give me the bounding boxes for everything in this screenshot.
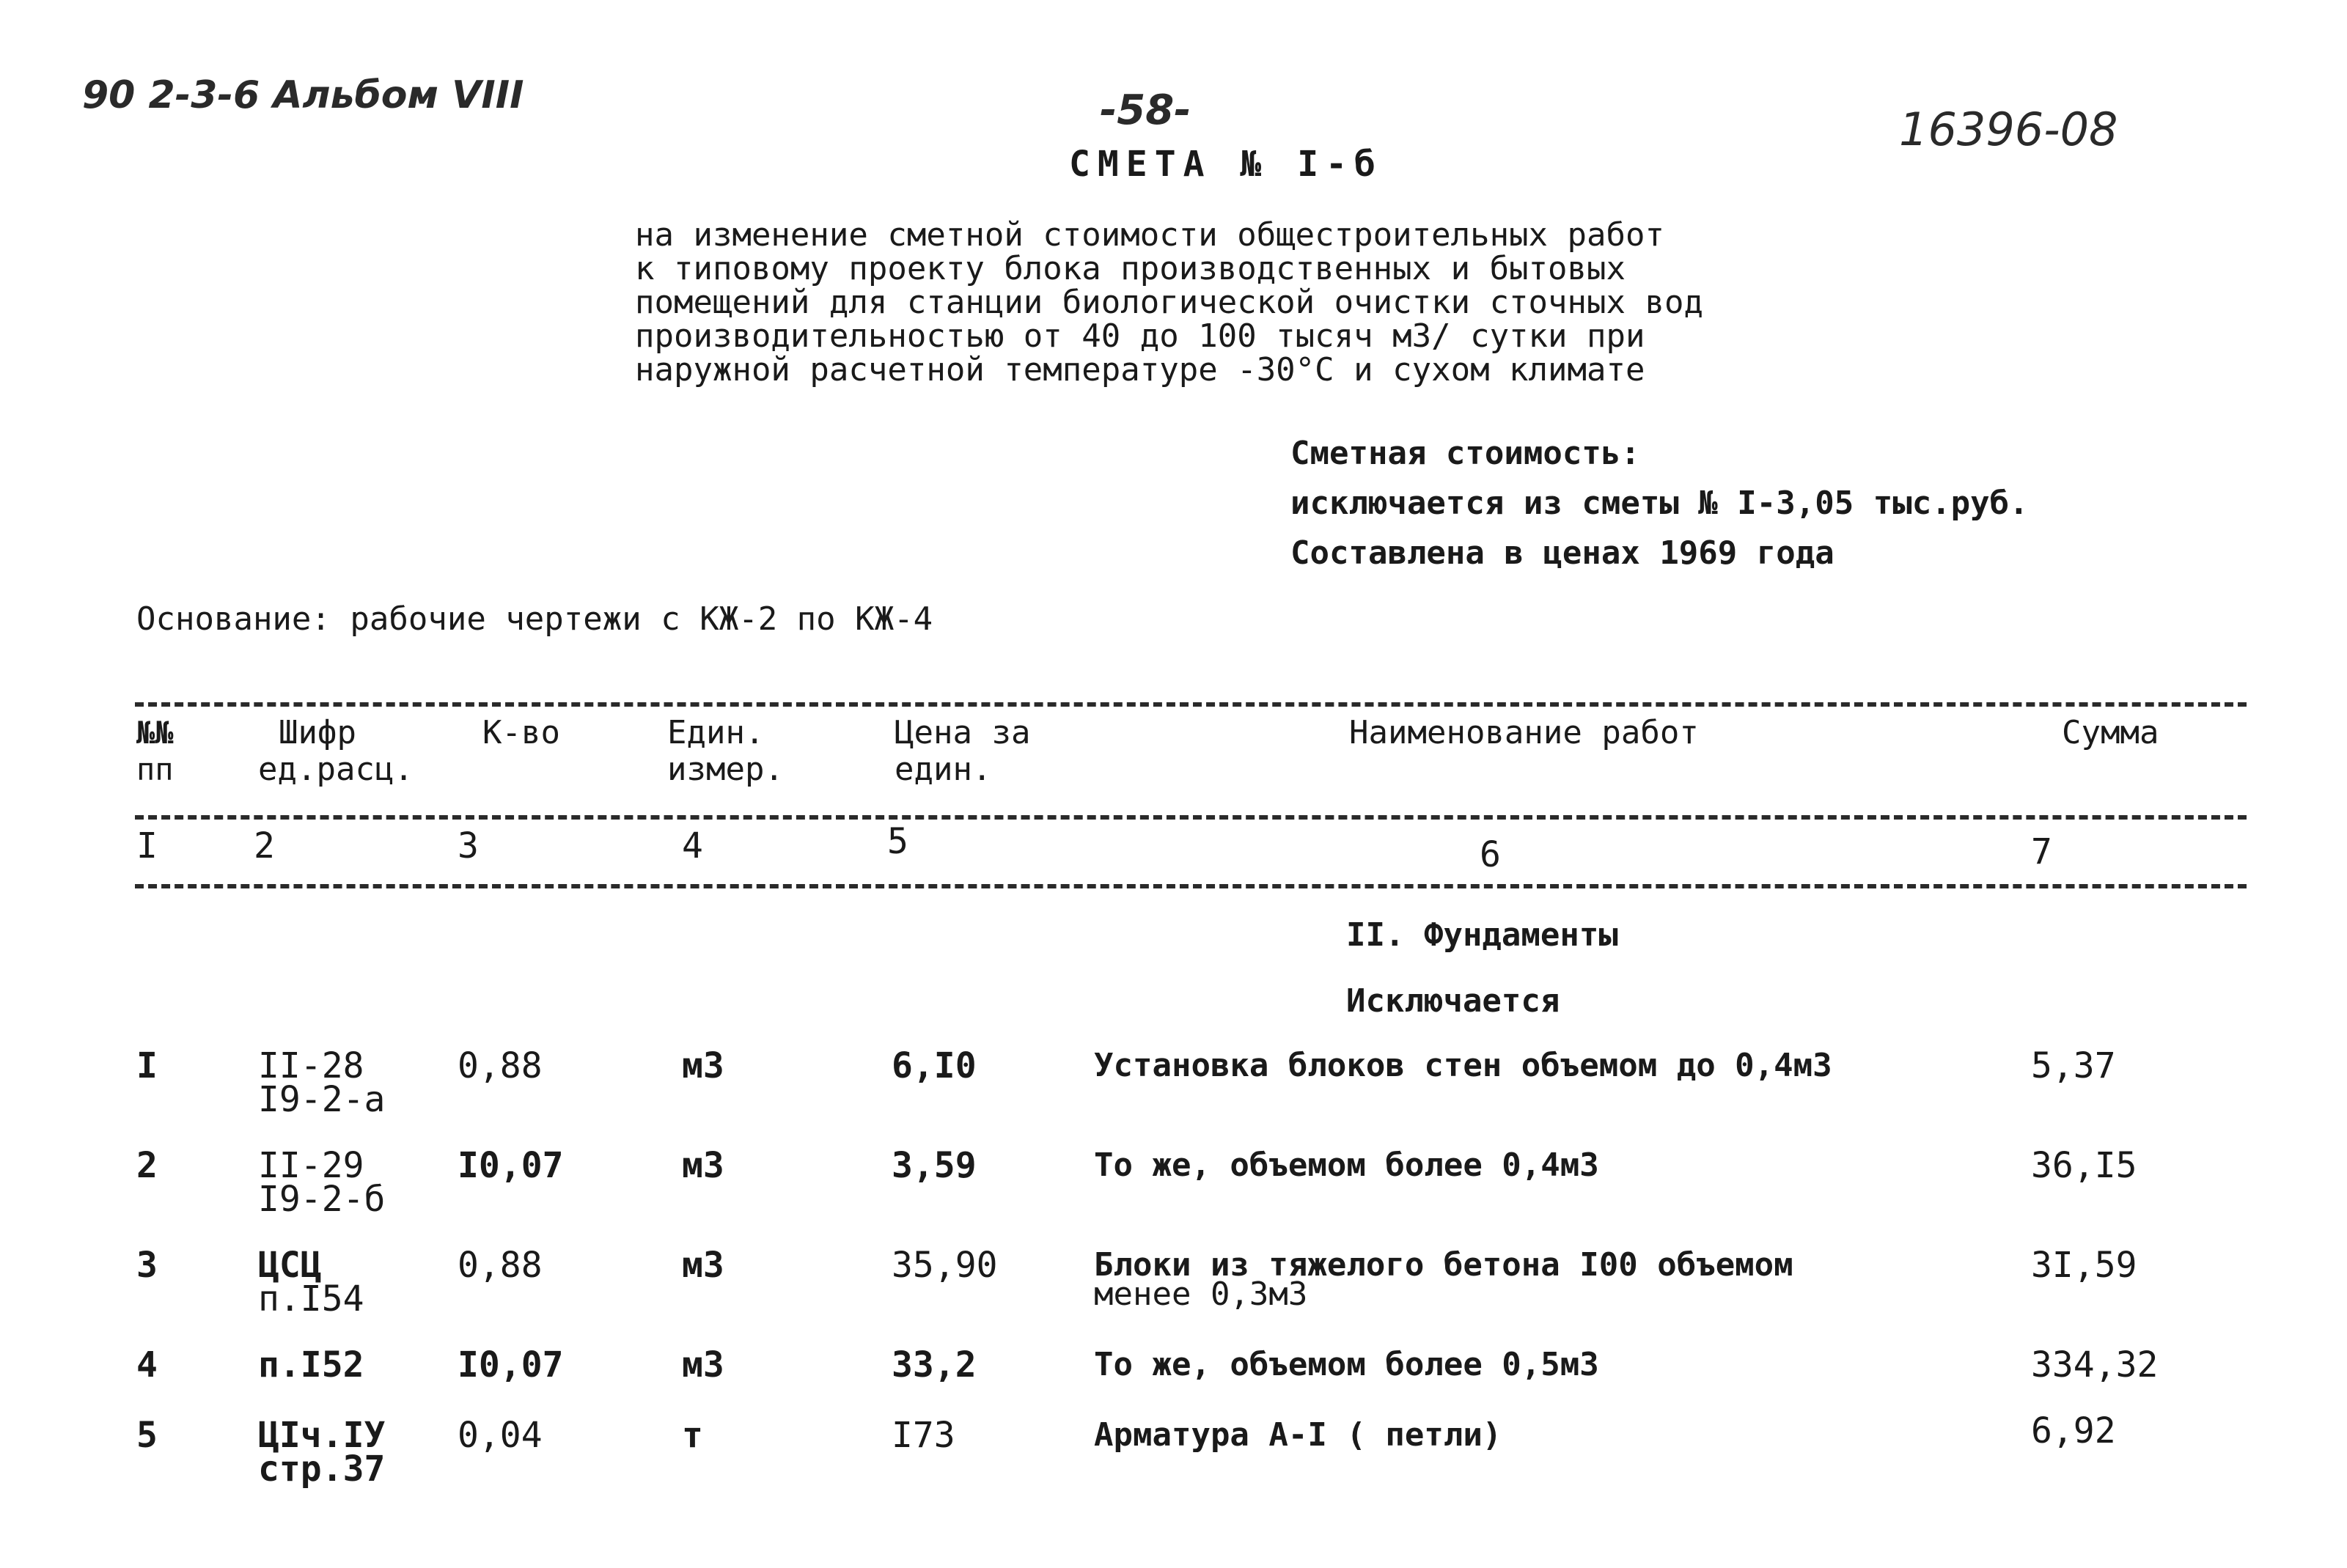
row-code: п.I54 — [258, 1278, 364, 1319]
row-price: 33,2 — [892, 1344, 977, 1385]
row-number: I — [136, 1045, 158, 1086]
row-sum: 6,92 — [2031, 1410, 2116, 1451]
column-number: 3 — [458, 825, 479, 866]
column-number: 4 — [682, 825, 703, 866]
table-rule-top — [135, 702, 2247, 707]
subtitle-line: к типовому проекту блока производственных и бытовых — [635, 250, 1626, 287]
page-number: -58- — [1100, 87, 1191, 134]
header-qty: К-во — [482, 714, 560, 751]
cost-label: Сметная стоимость: — [1290, 435, 1640, 472]
row-quantity: I0,07 — [458, 1344, 564, 1385]
table-row — [0, 1045, 2347, 1136]
album-reference: 90 2-3-6 Альбом VIII — [82, 73, 524, 117]
row-code: ЦСЦ — [258, 1245, 322, 1286]
row-number: 4 — [136, 1344, 158, 1385]
row-work-name: То же, объемом более 0,4м3 — [1094, 1146, 1599, 1184]
table-rule-mid — [135, 815, 2247, 820]
row-number: 2 — [136, 1145, 158, 1186]
row-price: 6,I0 — [892, 1045, 977, 1086]
cost-excluded: исключается из сметы № I-3,05 тыс.руб. — [1290, 485, 2029, 522]
table-row — [0, 1145, 2347, 1236]
row-unit: т — [682, 1415, 703, 1456]
header-work-name: Наименование работ — [1349, 714, 1699, 751]
row-code: I9-2-б — [258, 1179, 386, 1220]
row-code: II-28 — [258, 1045, 364, 1086]
subtitle-line: производительностью от 40 до 100 тысяч м3/ сутки при — [635, 317, 1645, 355]
row-number: 3 — [136, 1245, 158, 1286]
row-quantity: 0,04 — [458, 1415, 543, 1456]
subtitle-line: наружной расчетной температуре -30°С и сухом климате — [635, 351, 1645, 389]
basis-line: Основание: рабочие чертежи с КЖ-2 по КЖ-4 — [136, 600, 933, 638]
column-number: I — [136, 825, 158, 866]
document-title: СМЕТА № I-б — [1069, 144, 1383, 185]
header-price: Цена за — [895, 714, 1031, 751]
row-unit: м3 — [682, 1045, 724, 1086]
row-sum: 36,I5 — [2031, 1145, 2137, 1186]
row-unit: м3 — [682, 1344, 724, 1385]
column-number: 6 — [1480, 834, 1501, 875]
row-work-name: менее 0,3м3 — [1094, 1276, 1308, 1313]
row-sum: 5,37 — [2031, 1045, 2116, 1086]
row-sum: 3I,59 — [2031, 1245, 2137, 1286]
document-number: 16396-08 — [1899, 103, 2118, 156]
row-code: п.I52 — [258, 1344, 364, 1385]
row-quantity: 0,88 — [458, 1245, 543, 1286]
row-price: 35,90 — [892, 1245, 998, 1286]
row-work-name: Установка блоков стен объемом до 0,4м3 — [1094, 1047, 1832, 1084]
header-num: №№ — [136, 715, 174, 751]
column-number: 7 — [2031, 831, 2052, 872]
table-rule-bottom — [135, 884, 2247, 888]
cost-prices-year: Составлена в ценах 1969 года — [1290, 534, 1834, 572]
header-code: Шифр — [279, 714, 356, 751]
row-price: I73 — [892, 1415, 955, 1456]
row-code: II-29 — [258, 1145, 364, 1186]
section-subtitle: Исключается — [1346, 982, 1560, 1020]
row-sum: 334,32 — [2031, 1344, 2159, 1385]
table-row — [0, 1245, 2347, 1336]
column-number: 2 — [254, 825, 275, 866]
row-price: 3,59 — [892, 1145, 977, 1186]
row-work-name: Блоки из тяжелого бетона I00 объемом — [1094, 1246, 1793, 1284]
row-quantity: 0,88 — [458, 1045, 543, 1086]
row-work-name: Арматура А-I ( петли) — [1094, 1416, 1502, 1454]
subtitle-line: на изменение сметной стоимости общестроительных работ — [635, 216, 1664, 254]
row-code: стр.37 — [258, 1449, 386, 1490]
row-unit: м3 — [682, 1245, 724, 1286]
section-title: II. Фундаменты — [1346, 916, 1618, 954]
column-number: 5 — [887, 821, 908, 862]
row-number: 5 — [136, 1415, 158, 1456]
row-unit: м3 — [682, 1145, 724, 1186]
row-work-name: То же, объемом более 0,5м3 — [1094, 1346, 1599, 1383]
row-quantity: I0,07 — [458, 1145, 564, 1186]
header-sum: Сумма — [2062, 714, 2159, 751]
header-unit: измер. — [667, 751, 784, 788]
header-num: пп — [136, 751, 174, 787]
header-unit: Един. — [667, 714, 765, 751]
row-code: ЦIч.IУ — [258, 1415, 386, 1456]
header-code: ед.расц. — [258, 751, 414, 788]
row-code: I9-2-а — [258, 1079, 386, 1120]
table-row — [0, 1410, 2347, 1506]
header-price: един. — [895, 751, 992, 788]
subtitle-line: помещений для станции биологической очистки сточных вод — [635, 284, 1703, 321]
